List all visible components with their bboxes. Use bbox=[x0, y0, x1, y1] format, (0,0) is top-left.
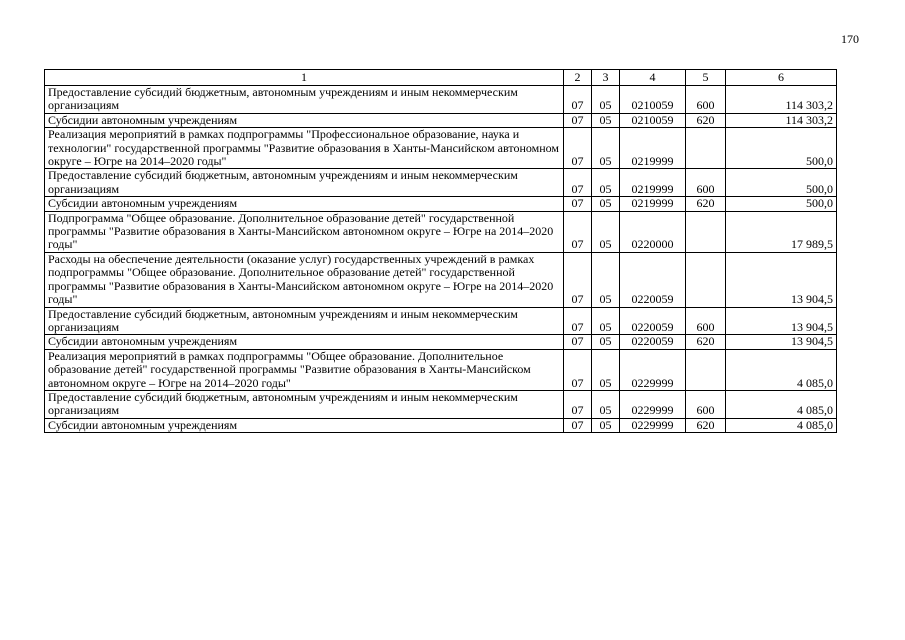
row-subsection: 05 bbox=[592, 197, 620, 211]
row-subsection: 05 bbox=[592, 128, 620, 169]
row-name: Реализация мероприятий в рамках подпрограммы "Общее образование. Дополнительное образование детей" государственной программы "Развитие образования в Ханты-Мансийском автономном округе – Югре на 2014–2020 годы" bbox=[45, 349, 564, 390]
row-amount: 500,0 bbox=[726, 169, 837, 197]
row-target-code: 0229999 bbox=[620, 349, 686, 390]
table-row bbox=[45, 307, 837, 335]
row-amount: 114 303,2 bbox=[726, 86, 837, 114]
row-target-code: 0219999 bbox=[620, 197, 686, 211]
row-amount: 13 904,5 bbox=[726, 307, 837, 335]
table-row bbox=[45, 418, 837, 432]
table-row bbox=[45, 169, 837, 197]
row-expense-type bbox=[686, 211, 726, 252]
row-section: 07 bbox=[564, 113, 592, 127]
row-target-code: 0229999 bbox=[620, 390, 686, 418]
row-expense-type bbox=[686, 128, 726, 169]
table-row bbox=[45, 335, 837, 349]
row-target-code: 0220059 bbox=[620, 252, 686, 307]
row-subsection: 05 bbox=[592, 252, 620, 307]
row-target-code: 0220059 bbox=[620, 307, 686, 335]
row-name: Расходы на обеспечение деятельности (оказание услуг) государственных учреждений в рамках подпрограммы "Общее образование. Дополнительное образование детей" государственной программы "Развитие образования в Ханты-Мансийском автономном округе – Югре на 2014–2020 годы" bbox=[45, 252, 564, 307]
row-section: 07 bbox=[564, 418, 592, 432]
row-name: Субсидии автономным учреждениям bbox=[45, 335, 564, 349]
header-col-5: 5 bbox=[686, 70, 726, 86]
row-amount: 114 303,2 bbox=[726, 113, 837, 127]
row-expense-type bbox=[686, 349, 726, 390]
row-expense-type: 600 bbox=[686, 169, 726, 197]
header-col-4: 4 bbox=[620, 70, 686, 86]
row-section: 07 bbox=[564, 211, 592, 252]
table-row bbox=[45, 349, 837, 390]
row-name: Субсидии автономным учреждениям bbox=[45, 418, 564, 432]
row-expense-type: 620 bbox=[686, 335, 726, 349]
row-expense-type bbox=[686, 252, 726, 307]
table-row bbox=[45, 113, 837, 127]
row-target-code: 0210059 bbox=[620, 86, 686, 114]
row-subsection: 05 bbox=[592, 211, 620, 252]
page-number: 170 bbox=[841, 32, 859, 46]
header-col-1: 1 bbox=[45, 70, 564, 86]
table-row bbox=[45, 197, 837, 211]
row-amount: 13 904,5 bbox=[726, 252, 837, 307]
row-name: Предоставление субсидий бюджетным, автономным учреждениям и иным некоммерческим организациям bbox=[45, 86, 564, 114]
row-amount: 500,0 bbox=[726, 197, 837, 211]
row-subsection: 05 bbox=[592, 390, 620, 418]
row-target-code: 0220059 bbox=[620, 335, 686, 349]
table-row bbox=[45, 128, 837, 169]
table-body bbox=[45, 86, 837, 433]
table-row bbox=[45, 390, 837, 418]
row-expense-type: 600 bbox=[686, 86, 726, 114]
row-name: Субсидии автономным учреждениям bbox=[45, 197, 564, 211]
row-section: 07 bbox=[564, 390, 592, 418]
budget-table bbox=[44, 69, 837, 433]
row-target-code: 0229999 bbox=[620, 418, 686, 432]
row-section: 07 bbox=[564, 197, 592, 211]
row-subsection: 05 bbox=[592, 349, 620, 390]
row-subsection: 05 bbox=[592, 418, 620, 432]
row-section: 07 bbox=[564, 128, 592, 169]
table-header-row bbox=[45, 70, 837, 86]
row-section: 07 bbox=[564, 252, 592, 307]
row-subsection: 05 bbox=[592, 169, 620, 197]
header-col-6: 6 bbox=[726, 70, 837, 86]
row-name: Предоставление субсидий бюджетным, автономным учреждениям и иным некоммерческим организациям bbox=[45, 169, 564, 197]
row-section: 07 bbox=[564, 349, 592, 390]
row-target-code: 0219999 bbox=[620, 128, 686, 169]
row-expense-type: 620 bbox=[686, 418, 726, 432]
row-amount: 13 904,5 bbox=[726, 335, 837, 349]
row-target-code: 0219999 bbox=[620, 169, 686, 197]
row-target-code: 0220000 bbox=[620, 211, 686, 252]
row-subsection: 05 bbox=[592, 113, 620, 127]
row-amount: 17 989,5 bbox=[726, 211, 837, 252]
row-section: 07 bbox=[564, 307, 592, 335]
row-amount: 4 085,0 bbox=[726, 418, 837, 432]
row-name: Субсидии автономным учреждениям bbox=[45, 113, 564, 127]
header-col-3: 3 bbox=[592, 70, 620, 86]
table-row bbox=[45, 211, 837, 252]
row-expense-type: 620 bbox=[686, 197, 726, 211]
table-row bbox=[45, 86, 837, 114]
row-expense-type: 620 bbox=[686, 113, 726, 127]
row-section: 07 bbox=[564, 169, 592, 197]
row-amount: 4 085,0 bbox=[726, 349, 837, 390]
row-name: Подпрограмма "Общее образование. Дополнительное образование детей" государственной программы "Развитие образования в Ханты-Мансийском автономном округе – Югре на 2014–2020 годы" bbox=[45, 211, 564, 252]
row-section: 07 bbox=[564, 86, 592, 114]
row-subsection: 05 bbox=[592, 307, 620, 335]
row-section: 07 bbox=[564, 335, 592, 349]
row-subsection: 05 bbox=[592, 335, 620, 349]
row-name: Реализация мероприятий в рамках подпрограммы "Профессиональное образование, наука и технологии" государственной программы "Развитие образования в Ханты-Мансийском автономном округе – Югре на 2014–2020 годы" bbox=[45, 128, 564, 169]
row-expense-type: 600 bbox=[686, 390, 726, 418]
row-expense-type: 600 bbox=[686, 307, 726, 335]
row-target-code: 0210059 bbox=[620, 113, 686, 127]
row-amount: 4 085,0 bbox=[726, 390, 837, 418]
row-name: Предоставление субсидий бюджетным, автономным учреждениям и иным некоммерческим организациям bbox=[45, 390, 564, 418]
row-name: Предоставление субсидий бюджетным, автономным учреждениям и иным некоммерческим организациям bbox=[45, 307, 564, 335]
row-amount: 500,0 bbox=[726, 128, 837, 169]
table-row bbox=[45, 252, 837, 307]
header-col-2: 2 bbox=[564, 70, 592, 86]
row-subsection: 05 bbox=[592, 86, 620, 114]
